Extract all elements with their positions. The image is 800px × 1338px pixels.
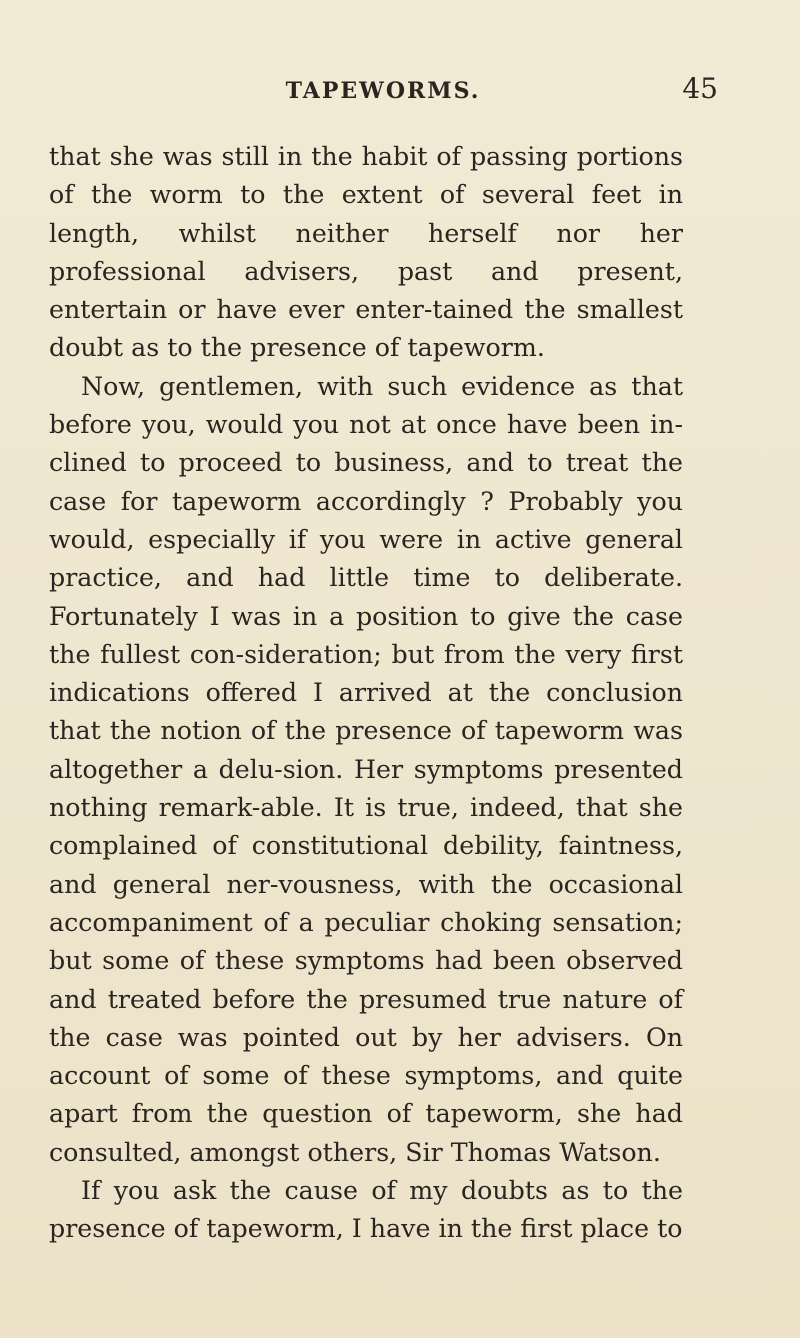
paragraph-2: Now, gentlemen, with such evidence as that before you, would you not at once have been in-clined to proceed to business, and to treat the case for tapeworm accordingly ? Probably you would, especially if you were in active general practice, and had little time to deliberate. Fortunately I was in a position to give the case the fullest con-sideration; but from the very first indications offered I arrived at the conclusion that the notion of the presence of tapeworm was altogether a delu-sion. Her symptoms presented nothing remark-able. It is true, indeed, that she complained of constitutional debility, faintness, and general ner-vousness, with the occasional accompaniment of a peculiar choking sensation; but some of these symptoms had been observed and treated before the presumed true nature of the case was pointed out by her advisers. On account of some of these symptoms, and quite apart from the question of tapeworm, she had consulted, amongst others, Sir Thomas Watson. — [49, 371, 683, 1167]
paragraph-3: If you ask the cause of my doubts as to the presence of tapeworm, I have in the first place to — [49, 1176, 683, 1244]
page-number: 45 — [682, 72, 718, 105]
body-text — [49, 138, 683, 1249]
running-title: TAPEWORMS. — [285, 78, 481, 104]
paragraph-1: that she was still in the habit of passing portions of the worm to the extent of several feet in length, whilst neither herself nor her professional advisers, past and present, entertain or have ever enter-tained the smallest doubt as to the presence of tapeworm. — [49, 142, 683, 363]
running-head — [48, 72, 718, 112]
